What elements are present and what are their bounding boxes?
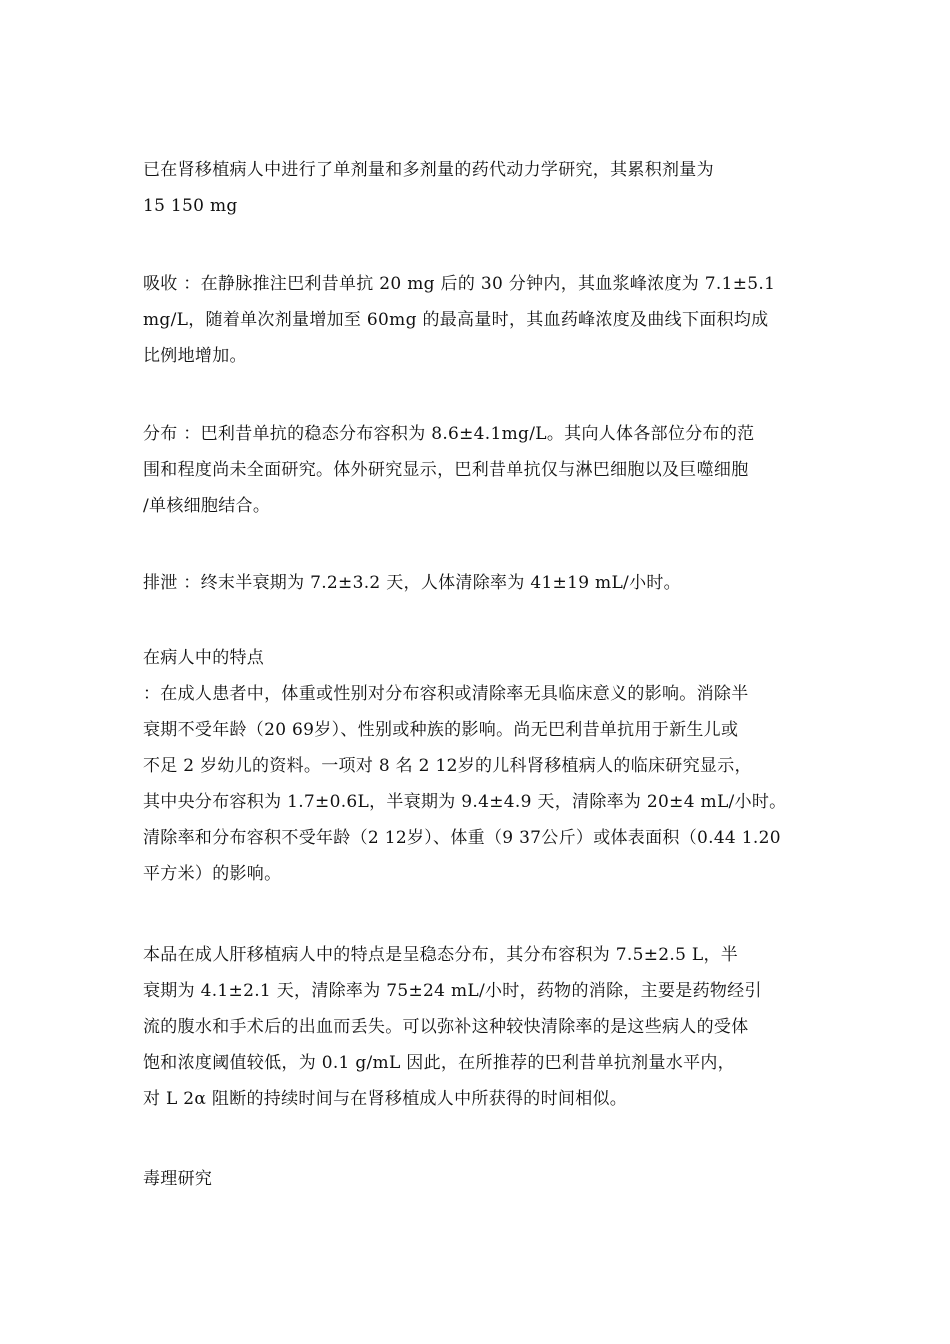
paragraph-pharmacokinetics-intro bbox=[143, 152, 823, 224]
paragraph-patient-characteristics bbox=[143, 640, 823, 892]
text-line: 衰期不受年龄（20 69岁）、性别或种族的影响。尚无巴利昔单抗用于新生儿或 bbox=[143, 720, 739, 740]
text-line: ：在成人患者中，体重或性别对分布容积或清除率无具临床意义的影响。消除半 bbox=[143, 684, 749, 704]
text-line: 已在肾移植病人中进行了单剂量和多剂量的药代动力学研究，其累积剂量为 bbox=[143, 160, 714, 180]
text-line: 排泄 ：终末半衰期为 7.2±3.2 天，人体清除率为 41±19 mL/小时。 bbox=[143, 573, 681, 593]
text-line: 比例地增加。 bbox=[143, 346, 247, 366]
text-line: 流的腹水和手术后的出血而丢失。可以弥补这种较快清除率的是这些病人的受体 bbox=[143, 1017, 749, 1037]
paragraph-excretion bbox=[143, 565, 823, 601]
text-line: 衰期为 4.1±2.1 天，清除率为 75±24 mL/小时，药物的消除，主要是药物经引 bbox=[143, 981, 762, 1001]
text-line: /单核细胞结合。 bbox=[143, 496, 271, 516]
text-line: 15 150 mg bbox=[143, 196, 238, 216]
text-line: 平方米）的影响。 bbox=[143, 864, 282, 884]
section-heading: 在病人中的特点 bbox=[143, 648, 265, 668]
text-line: 分布 ：巴利昔单抗的稳态分布容积为 8.6±4.1mg/L。其向人体各部位分布的范 bbox=[143, 424, 755, 444]
paragraph-toxicology-heading bbox=[143, 1161, 823, 1197]
text-line: 对 L 2α 阻断的持续时间与在肾移植成人中所获得的时间相似。 bbox=[143, 1089, 628, 1109]
text-line: 吸收 ：在静脉推注巴利昔单抗 20 mg 后的 30 分钟内，其血浆峰浓度为 7.1±5.1 bbox=[143, 274, 776, 294]
section-heading: 毒理研究 bbox=[143, 1169, 213, 1189]
text-line: mg/L，随着单次剂量增加至 60mg 的最高量时，其血药峰浓度及曲线下面积均成 bbox=[143, 310, 769, 330]
text-line: 不足 2 岁幼儿的资料。一项对 8 名 2 12岁的儿科肾移植病人的临床研究显示， bbox=[143, 756, 752, 776]
paragraph-liver-transplant bbox=[143, 937, 823, 1117]
paragraph-absorption bbox=[143, 266, 823, 374]
paragraph-distribution bbox=[143, 416, 823, 524]
text-line: 清除率和分布容积不受年龄（2 12岁）、体重（9 37公斤）或体表面积（0.44 1.20 bbox=[143, 828, 781, 848]
text-line: 饱和浓度阈值较低，为 0.1 g/mL 因此，在所推荐的巴利昔单抗剂量水平内， bbox=[143, 1053, 735, 1073]
text-line: 其中央分布容积为 1.7±0.6L，半衰期为 9.4±4.9 天，清除率为 20±4 mL/小时。 bbox=[143, 792, 787, 812]
text-line: 围和程度尚未全面研究。体外研究显示，巴利昔单抗仅与淋巴细胞以及巨噬细胞 bbox=[143, 460, 749, 480]
text-line: 本品在成人肝移植病人中的特点是呈稳态分布，其分布容积为 7.5±2.5 L，半 bbox=[143, 945, 739, 965]
